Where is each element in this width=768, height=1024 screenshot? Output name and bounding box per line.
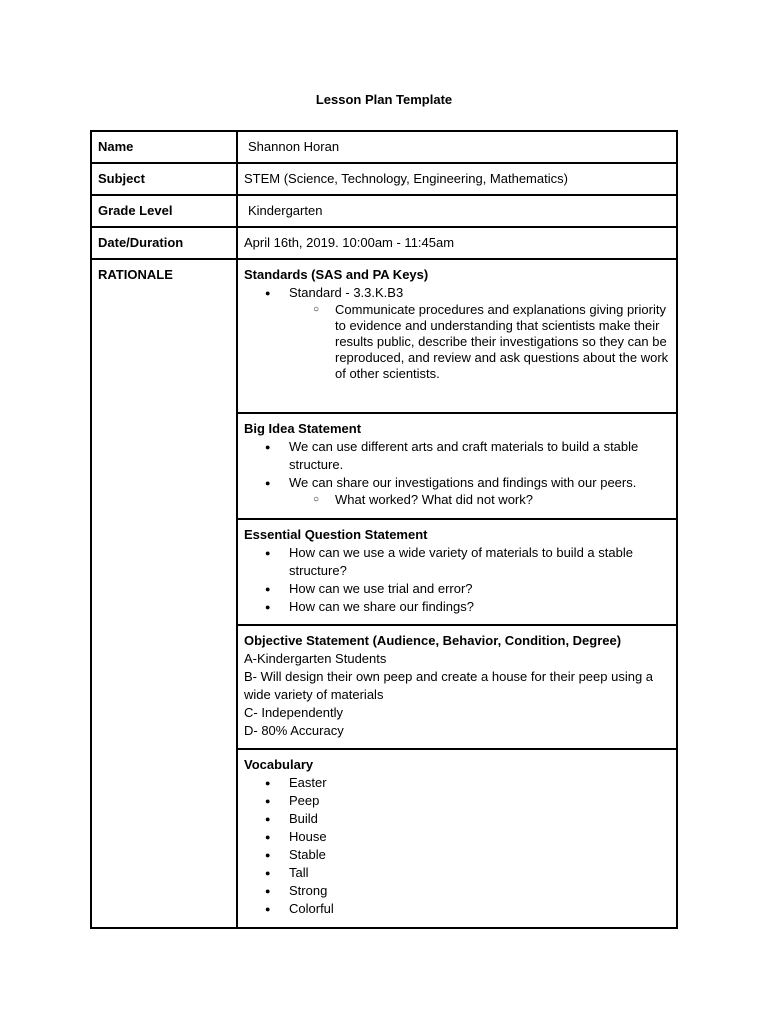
vocabulary-list	[244, 774, 670, 918]
vocabulary-item: ● Stable	[244, 846, 670, 864]
objective-line: D- 80% Accuracy	[244, 723, 344, 738]
essential-question-list	[244, 544, 670, 616]
standards-sub-list	[244, 302, 670, 382]
objective-heading: Objective Statement (Audience, Behavior, Condition, Degree)	[244, 633, 622, 648]
vocabulary-item: ● Build	[244, 810, 670, 828]
big-idea-sub-list	[244, 492, 670, 508]
big-idea-list	[244, 438, 670, 492]
row-name	[91, 131, 677, 163]
standards-list	[244, 284, 670, 302]
standards-sub-item: ○ Communicate procedures and explanations giving priority to evidence and understanding that scientists make their results public, describe their investigations so they can be reproduced, and review and ask questions about the work of other scientists.	[244, 302, 670, 382]
row-date-duration	[91, 227, 677, 259]
essential-question-heading: Essential Question Statement	[244, 527, 428, 542]
standards-heading: Standards (SAS and PA Keys)	[244, 267, 429, 282]
vocabulary-item: ● Colorful	[244, 900, 670, 918]
subject-label: Subject	[91, 163, 237, 195]
vocabulary-item: ● Tall	[244, 864, 670, 882]
grade-level-label: Grade Level	[91, 195, 237, 227]
name-label: Name	[91, 131, 237, 163]
big-idea-cell	[237, 413, 677, 519]
objective-line: A-Kindergarten Students	[244, 651, 387, 666]
name-value: Shannon Horan	[237, 131, 677, 163]
date-duration-value: April 16th, 2019. 10:00am - 11:45am	[237, 227, 677, 259]
row-subject	[91, 163, 677, 195]
essential-question-item: ● How can we use a wide variety of materials to build a stable structure?	[244, 544, 670, 580]
essential-question-cell	[237, 519, 677, 625]
vocabulary-item: ● Strong	[244, 882, 670, 900]
big-idea-sub-item: ○ What worked? What did not work?	[244, 492, 670, 508]
essential-question-item: ● How can we use trial and error?	[244, 580, 670, 598]
big-idea-item: ● We can use different arts and craft materials to build a stable structure.	[244, 438, 670, 474]
objective-line: B- Will design their own peep and create a house for their peep using a wide variety of materials	[244, 669, 654, 702]
row-grade-level	[91, 195, 677, 227]
objective-cell	[237, 625, 677, 749]
essential-question-item: ● How can we share our findings?	[244, 598, 670, 616]
date-duration-label: Date/Duration	[91, 227, 237, 259]
standards-bullet: ● Standard - 3.3.K.B3	[244, 284, 670, 302]
big-idea-item: ● We can share our investigations and findings with our peers.	[244, 474, 670, 492]
vocabulary-heading: Vocabulary	[244, 757, 314, 772]
subject-value: STEM (Science, Technology, Engineering, Mathematics)	[237, 163, 677, 195]
rationale-label: RATIONALE	[91, 259, 237, 928]
grade-level-value: Kindergarten	[237, 195, 677, 227]
vocabulary-item: ● House	[244, 828, 670, 846]
objective-line: C- Independently	[244, 705, 344, 720]
vocabulary-cell	[237, 749, 677, 928]
lesson-plan-table	[90, 130, 678, 929]
big-idea-heading: Big Idea Statement	[244, 421, 362, 436]
standards-cell	[237, 259, 677, 413]
document-title: Lesson Plan Template	[315, 92, 453, 107]
vocabulary-item: ● Easter	[244, 774, 670, 792]
row-standards	[91, 259, 677, 413]
vocabulary-item: ● Peep	[244, 792, 670, 810]
